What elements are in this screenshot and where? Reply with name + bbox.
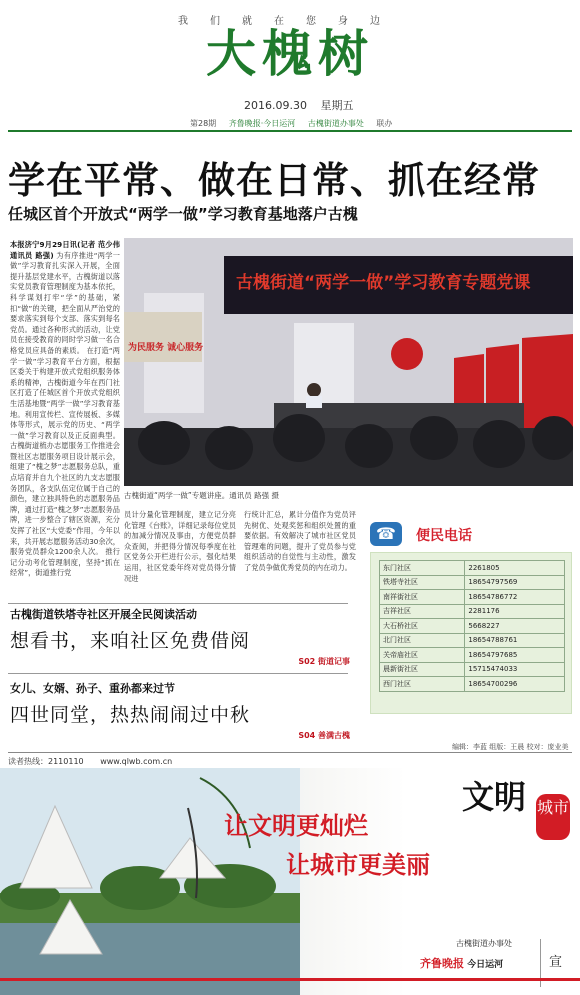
credit-proof: 校对：庞业美 [526, 743, 569, 751]
photo-caption: 古槐街道“两学一做”专题讲座。通讯员 路强 摄 [124, 491, 280, 500]
teaser-2[interactable] [10, 680, 350, 741]
community-phone[interactable]: 18654797569 [465, 575, 565, 590]
photo-wall-sign: 为民服务 诚心服务 [128, 343, 204, 353]
ad-logo-text: 文明 [462, 778, 527, 816]
community-phone[interactable]: 2281176 [465, 604, 565, 619]
community-phone[interactable]: 2261805 [465, 561, 565, 576]
footer-rule [8, 752, 572, 753]
photo-banner-text: 古槐街道“两学一做”学习教育专题党课 [236, 273, 531, 293]
ad-brand [420, 955, 503, 971]
ad-brand-sub: 今日运河 [467, 960, 504, 970]
teaser-1-headline[interactable]: 想看书，来咱社区免费借阅 [10, 630, 251, 652]
ad-logo-badge: 城市 [536, 794, 570, 840]
reader-hotline: 读者热线：2110110 [8, 757, 84, 766]
masthead-rule [8, 130, 572, 132]
table-row [380, 619, 565, 634]
table-row [380, 575, 565, 590]
community-phone[interactable]: 18654788761 [465, 633, 565, 648]
community-name: 南祥街社区 [380, 590, 465, 605]
credits [452, 742, 568, 752]
article-byline: 本报济宁9月29日讯(记者 范少伟 通讯员 路强) [10, 240, 120, 260]
teaser-2-kicker: 女儿、女婿、孙子、重孙都来过节 [10, 682, 175, 695]
teaser-2-headline[interactable]: 四世同堂，热热闹闹过中秋 [10, 704, 251, 726]
community-name: 吉祥社区 [380, 604, 465, 619]
masthead-slogan: 我们就在您身边 [178, 16, 402, 27]
issue-info [190, 118, 402, 129]
phone-icon: ☎ [370, 522, 402, 546]
community-name: 东门社区 [380, 561, 465, 576]
community-phone[interactable]: 18654700296 [465, 677, 565, 692]
community-phone[interactable]: 15715474033 [465, 662, 565, 677]
community-name: 西门社区 [380, 677, 465, 692]
community-phone[interactable]: 18654786772 [465, 590, 565, 605]
teaser-divider-2 [8, 673, 348, 674]
issue-number: 第28期 [190, 119, 217, 128]
co-host: 古槐街道办事处 [307, 119, 364, 128]
convenience-table-panel [370, 552, 572, 714]
ad-line-1: 让文明更灿烂 [224, 812, 368, 840]
table-row [380, 677, 565, 692]
lead-subhead: 任城区首个开放式“两学一做”学习教育基地落户古槐 [8, 205, 358, 223]
teaser-divider [8, 603, 348, 604]
publisher: 齐鲁晚报·今日运河 [228, 119, 296, 128]
footer-line [8, 756, 186, 767]
civility-ad[interactable] [0, 768, 580, 995]
community-name: 北门社区 [380, 633, 465, 648]
site-url[interactable]: www.qlwb.com.cn [100, 757, 173, 766]
article-body-1: 为有序推进“两学一做”学习教育扎实深入开展，全面提升基层党建水平，古槐街道以落实党员教育管理制度为基本依托，科学谋划打牢“学”的基础，紧扣“做”的关键，把全面从严治党的要求落实到每个支部、落实到每名党员。通过各种形式的活动，让党员在接受教育的同时学习做一名合格党员应具备的素质。 在打造“两学一做”学习教育平台方面，根据区委关于构建开放式党组织服务体系的精神，古槐街道今年在西门社区打造了任城区首个开放式党组织生活基地暨“两学一做”学习教育基地。利用宣传栏、宣传展板、多媒体等形式，展示党的历史、“两学一做”学习教育以及正反面典型。 古槐街道梳办志愿服务工作推进会暨社区志愿服务项目设计展示会，组建了“槐之梦”志愿服务总队，重点培育并自九个社区的九支志愿服务团队，各支队伍定位属于自己的颜色，建立独具特色的志愿服务品牌，通过打造“槐之梦”志愿服务品牌，进一步整合了辖区资源，充分发挥了社区“大党委”作用，今年以来，共开展志愿服务活动30余次，服务党员群众1200余人次。 推行记分动考化管理制度，坚持“抓在经常”，街道推行党 [10, 250, 120, 578]
teaser-1-kicker: 古槐街道铁塔寺社区开展全民阅读活动 [10, 608, 197, 621]
convenience-header [370, 522, 472, 546]
lead-headline[interactable]: 学在平常、做在日常、抓在经常 [8, 159, 540, 202]
credit-editor: 编辑：李蓝 [452, 743, 487, 751]
community-name: 铁塔寺社区 [380, 575, 465, 590]
community-phone[interactable]: 5668227 [465, 619, 565, 634]
dateline [244, 97, 363, 113]
article-col-2: 员计分量化管理制度，建立记分亮化管理《台账》，详细记录每位党员的加减分情况及事由，方便党员群众查阅，并把得分情况每季度在社区党务公开栏进行公示，强化结果运用，社区党委年终对党员得分情况进 [124, 510, 236, 583]
table-row [380, 648, 565, 663]
convenience-title: 便民电话 [416, 528, 472, 544]
issue-date: 2016.09.30 [244, 99, 307, 112]
table-row [380, 604, 565, 619]
teaser-2-ref: S04 善满古槐 [298, 731, 350, 740]
community-phone[interactable]: 18654797685 [465, 648, 565, 663]
table-row [380, 561, 565, 576]
article-photo[interactable] [124, 238, 573, 486]
table-row [380, 633, 565, 648]
community-name: 大石桥社区 [380, 619, 465, 634]
footer-red-bar [0, 978, 580, 981]
ad-line-2: 让城市更美丽 [286, 851, 430, 879]
community-name: 晨新街社区 [380, 662, 465, 677]
table-row [380, 662, 565, 677]
teaser-1-ref: S02 街道记事 [298, 657, 350, 666]
convenience-table [379, 560, 565, 692]
co-label: 联办 [376, 119, 393, 128]
ad-organizer: 古槐街道办事处 [456, 939, 512, 948]
teaser-1[interactable] [10, 606, 350, 667]
masthead-title: 大槐树 [206, 24, 374, 83]
article-col-1 [10, 240, 120, 602]
ad-brand-name: 齐鲁晚报 [420, 957, 464, 970]
issue-weekday: 星期五 [320, 99, 354, 112]
credit-designer: 组版：王晨 [489, 743, 525, 751]
article-col-3: 行统计汇总，累计分值作为党员评先树优、处观奖惩和组织处置的重要依据。有效解决了城市社区党员管理难的问题，提升了党员参与党组织活动的自觉性与主动性，激发了党员争做优秀党员的内在动力。 [244, 510, 356, 572]
community-name: 关帝庙社区 [380, 648, 465, 663]
ad-mark: 宣 [540, 939, 570, 987]
table-row [380, 590, 565, 605]
